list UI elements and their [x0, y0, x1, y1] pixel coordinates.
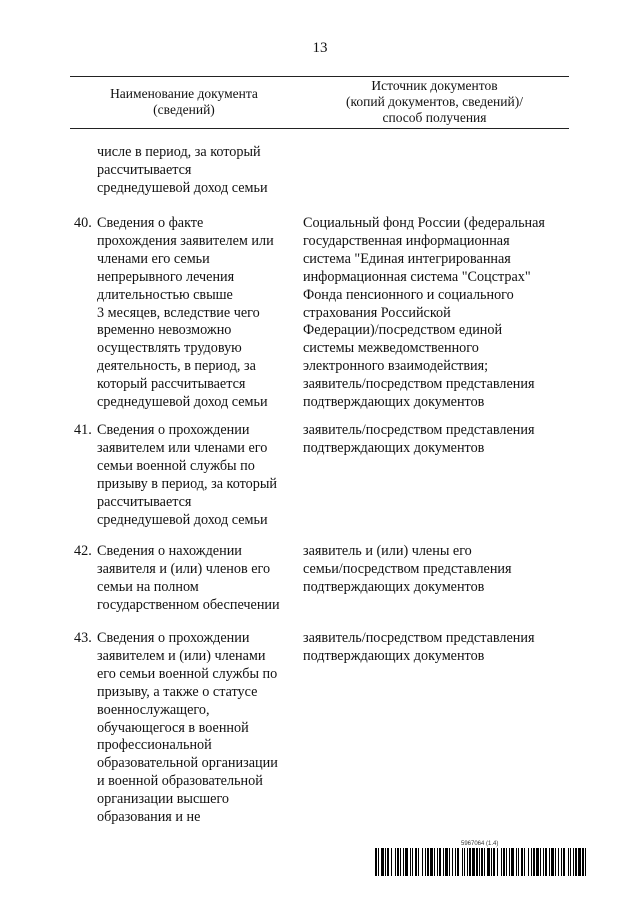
page-number: 13 — [312, 40, 328, 56]
continuation-text: числе в период, за который рассчитывается среднедушевой доход семьи — [97, 144, 268, 196]
row-number: 40. — [74, 215, 92, 231]
table-header-rule — [70, 128, 569, 129]
row-document-name: Сведения о факте прохождения заявителем или членами его семьи непрерывного лечения длительностью свыше 3 месяцев, вследствие чего временно невозможно осуществлять трудовую деятельность, в период, за который рассчитывается среднедушевой доход семьи — [97, 215, 274, 411]
row-document-name: Сведения о прохождении заявителем и (или) членами его семьи военной службы по призыву, а также о статусе военнослужащего, обучающегося в военной профессиональной образовательной организации и военной образовательной организации высшего образования и не — [97, 630, 278, 826]
column-header-document-name: Наименование документа (сведений) — [110, 86, 258, 117]
barcode-label: 5967064 (1.4) — [461, 841, 499, 847]
column-header-source: Источник документов (копий документов, сведений)/ способ получения — [346, 78, 523, 125]
row-source: заявитель/посредством представления подтверждающих документов — [303, 630, 535, 664]
row-document-name: Сведения о нахождении заявителя и (или) членов его семьи на полном государственном обеспечении — [97, 543, 280, 613]
row-number: 43. — [74, 630, 92, 646]
barcode — [375, 848, 587, 876]
row-number: 42. — [74, 543, 92, 559]
row-source: заявитель/посредством представления подтверждающих документов — [303, 422, 535, 456]
row-number: 41. — [74, 422, 92, 438]
row-source: заявитель и (или) члены его семьи/посредством представления подтверждающих документов — [303, 543, 512, 595]
row-source: Социальный фонд России (федеральная государственная информационная система "Единая интегрированная информационная система "Соцстрах" Фонда пенсионного и социального страхования Российской Федерации)/посредством единой системы межведомственного электронного взаимодействия; заявитель/посредством представления подтверждающих документов — [303, 215, 545, 411]
row-document-name: Сведения о прохождении заявителем или членами его семьи военной службы по призыву в период, за который рассчитывается среднедушевой доход семьи — [97, 422, 277, 528]
